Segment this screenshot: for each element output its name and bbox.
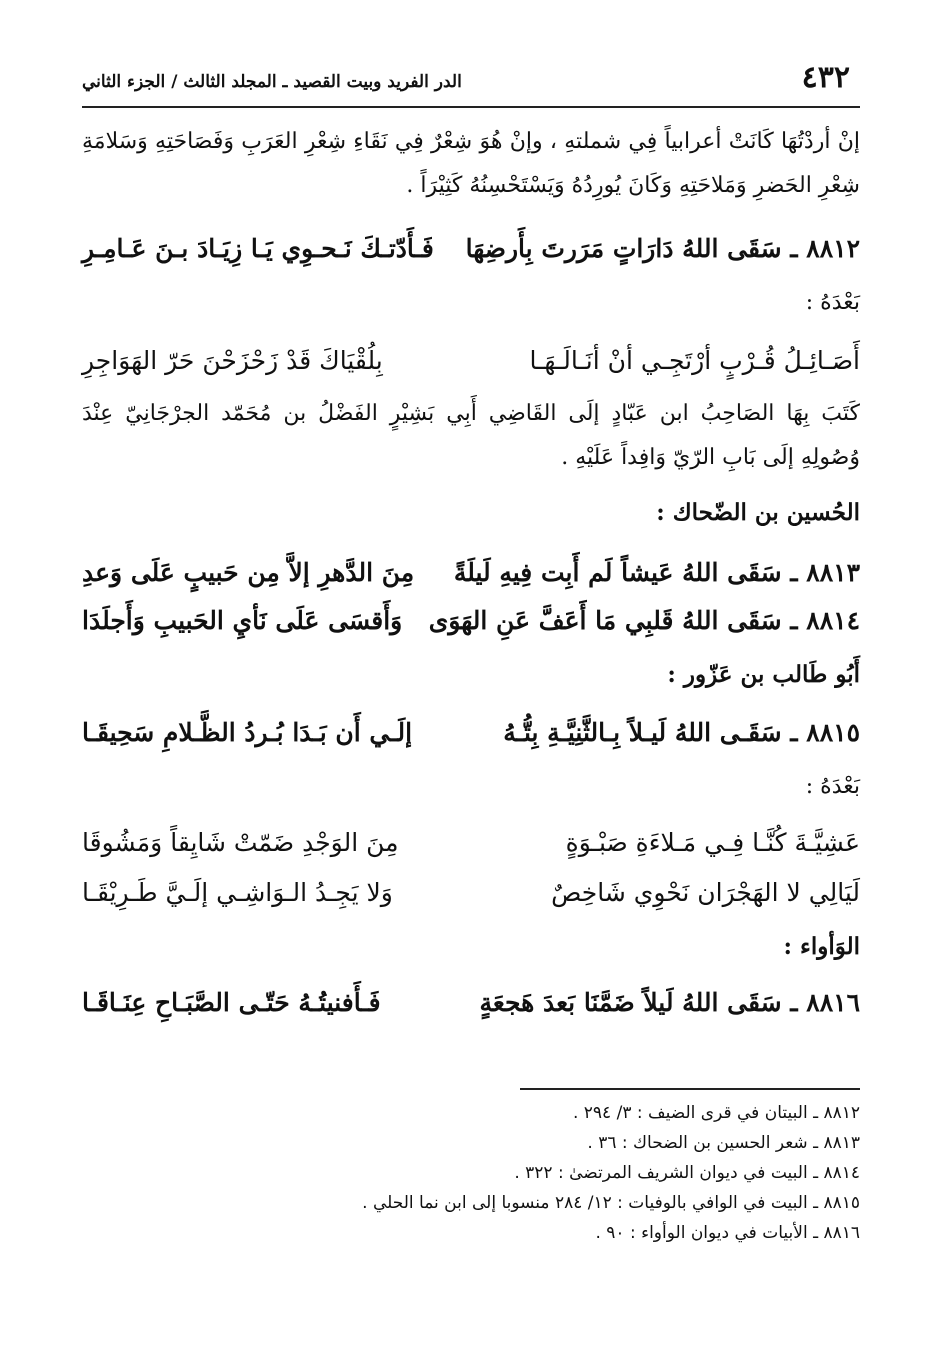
hemistich-first: ٨٨١٤ ـ سَقَى اللهُ قَلبِي مَا أَعَفَّ عَنِ الهَوَى — [428, 606, 860, 635]
hemistich-second: مِنَ الدَّهرِ إلاَّ مِن حَبيبٍ عَلَى وَعدِ — [82, 558, 415, 587]
hemistich-second: إلَـي أَن بَـدَا بُـردُ الظَّـلامِ سَحِيقَـا — [82, 718, 413, 747]
label-after: بَعْدَهُ : — [805, 290, 860, 315]
hemistich-first: ٨٨١٥ ـ سَقَـى اللهُ لَيـلاً بِـالثَّنِيَّـةِ بِتُّـهُ — [503, 718, 860, 747]
hemistich-first: ٨٨١٣ ـ سَقَى اللهُ عَيشاً لَم أَبِت فِيهِ لَيلَةً — [453, 558, 860, 587]
footnote: ٨٨١٦ ـ الأبيات في ديوان الوأواء : ٩٠ . — [595, 1223, 860, 1243]
verse-8812 — [82, 222, 860, 276]
running-title: الدر الفريد وبيت القصيد ـ المجلد الثالث / الجزء الثاني — [82, 72, 462, 92]
hemistich-second: مِنَ الوَجْدِ ضَمّتْ شَايِقاً وَمَشُوقَا — [82, 828, 399, 857]
hemistich-first: لَيَالِي لا الهَجْرَان نَحْوِي شَاخِصٌ — [551, 878, 860, 907]
verse-unnumbered — [82, 816, 860, 870]
page-header — [82, 56, 860, 108]
hemistich-second: بِلُقْيَاكَ قَدْ زَحْزَحْنَ حَرّ الهَوَاجِرِ — [82, 346, 383, 375]
page-number: ٤٣٢ — [801, 60, 850, 95]
hemistich-second: وَلا يَجِـدُ الـوَاشِـي إلَـيَّ طَـرِيْقَـا — [82, 878, 393, 907]
label-after: بَعْدَهُ : — [805, 774, 860, 799]
footnote: ٨٨١٤ ـ البيت في ديوان الشريف المرتضىٰ : ٣٢٢ . — [514, 1163, 860, 1183]
footnote: ٨٨١٢ ـ البيتان في قرى الضيف : ٣/ ٢٩٤ . — [572, 1103, 860, 1123]
verse-unnumbered — [82, 334, 860, 388]
verse-unnumbered — [82, 866, 860, 920]
footnote: ٨٨١٣ ـ شعر الحسين بن الضحاك : ٣٦ . — [587, 1133, 860, 1153]
footnote-rule — [520, 1088, 860, 1090]
poet-heading: الوَأواء : — [783, 933, 860, 960]
poet-heading: الحُسين بن الضّحاك : — [656, 499, 860, 526]
hemistich-second: فَـأَفنيتُـهُ حَتّـى الصَّبَـاحِ عِنَـاقَـا — [82, 988, 381, 1017]
hemistich-first: عَشِيَّـةَ كُنَّـا فِـي مَـلاءَةِ صَبْـوَةٍ — [565, 828, 860, 857]
hemistich-second: وَأَقسَى عَلَى نَأيِ الحَبيبِ وَأَجلَدَا — [82, 606, 403, 635]
note-paragraph: كَتَبَ بِهَا الصَاحِبُ ابن عَبّادٍ إلَى القَاضِي أَبِي بَشِيْرٍ الفَضْلُ بن مُحَمّد الجرْجَانِيّ عِنْدَ وُصُولِهِ إلَى بَابِ الرّيّ وَافِداً عَلَيْهِ . — [82, 401, 860, 470]
poet-heading: أَبُو طَالب بن عَزّور : — [667, 661, 860, 688]
hemistich-first: ٨٨١٦ ـ سَقَى اللهُ لَيلاً ضَمَّنَا بَعدَ هَجعَةٍ — [479, 988, 860, 1017]
verse-8816 — [82, 976, 860, 1030]
hemistich-second: فَـأَدّتـكَ نَـحـوِي يَـا زِيَـادَ بـنَ عَـامِـرِ — [82, 234, 434, 263]
footnote: ٨٨١٥ ـ البيت في الوافي بالوفيات : ١٢/ ٢٨٤ منسوبا إلى ابن نما الحلي . — [362, 1193, 860, 1213]
intro-paragraph: إنْ أردْتُهَا كَانَتْ أعرابياً فِي شملتهِ ، وإنْ هُوَ شِعْرٌ فِي نَقَاءِ شِعْرِ العَرَبِ وَفَصَاحَتِهِ وَسَلامَةِ شِعْرِ الحَضرِ وَمَلاحَتِهِ وَكَانَ يُورِدُهُ وَيَسْتَحْسِنُهُ كَثِيْرَاً . — [82, 129, 860, 198]
verse-8815 — [82, 706, 860, 760]
hemistich-first: ٨٨١٢ ـ سَقَى اللهُ دَارَاتٍ مَرَرتَ بِأَرضِهَا — [465, 234, 860, 263]
page-body — [82, 120, 860, 1034]
footnotes — [82, 1088, 860, 1248]
hemistich-first: أَصَـائِـلُ قُـرْبٍ أرْتَجِـي أنْ أنَـالَـهَـا — [529, 346, 860, 375]
verse-8813 — [82, 546, 860, 600]
verse-8814 — [82, 594, 860, 648]
